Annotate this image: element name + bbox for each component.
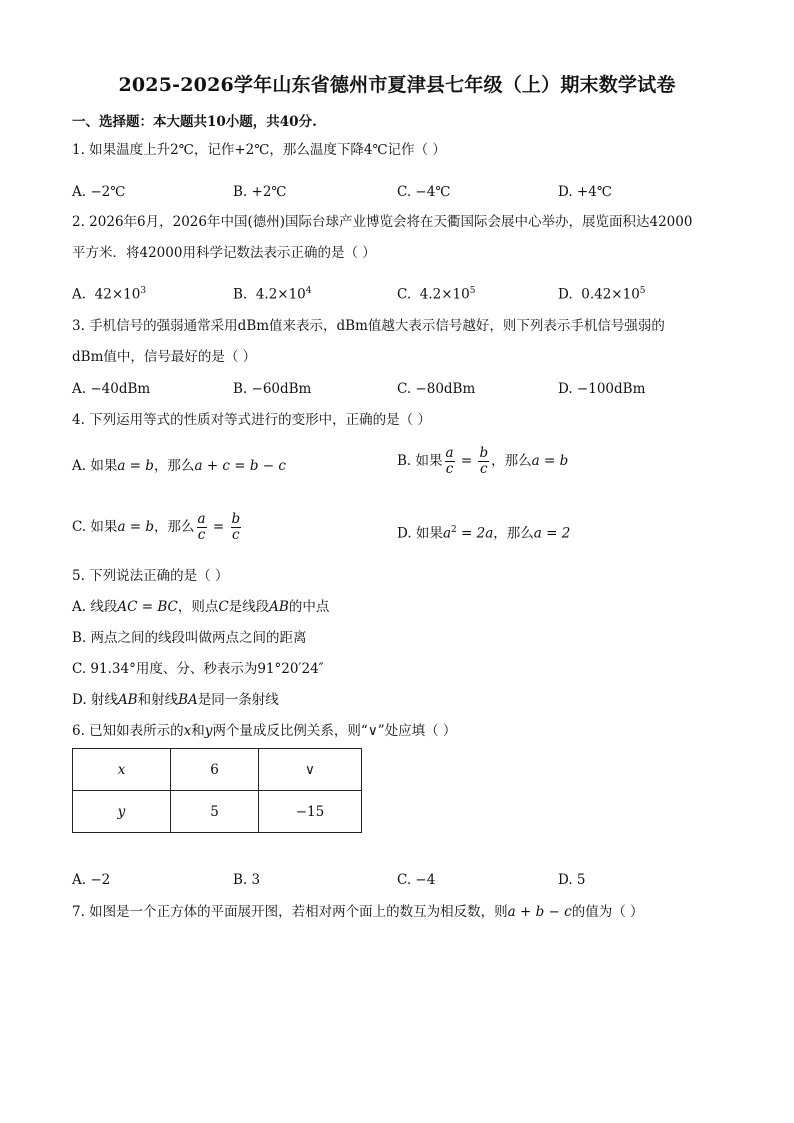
table-cell: 5 [171,791,259,833]
q1-stem: 1. 如果温度上升2℃，记作+2℃，那么温度下降4℃记作（ ） [72,142,446,158]
q6-option-a: A. −2 [72,872,111,888]
q6-option-d: D. 5 [558,872,586,888]
q2-line2: 平方米．将42000用科学记数法表示正确的是（ ） [72,245,376,261]
fraction: $\frac{a}{c}$ [445,445,454,477]
q2-option-c: C. $4.2\times 10^5$ [397,286,476,303]
table-cell: x [73,749,171,791]
q4-option-d: D. 如果$a^2 = 2a$，那么a = 2 [397,525,571,542]
fraction: $\frac{b}{c}$ [231,511,241,543]
q6-stem: 6. 已知如表所示的x和y两个量成反比例关系，则“∨”处应填（ ） [72,723,457,739]
q3-line2: dBm值中，信号最好的是（ ） [72,349,257,365]
q3-option-a: A. −40dBm [72,381,151,397]
fraction: $\frac{b}{c}$ [479,445,489,477]
q5-stem: 5. 下列说法正确的是（ ） [72,568,229,584]
page-title: 2025-2026学年山东省德州市夏津县七年级（上）期末数学试卷 [118,74,676,96]
q2-option-a: A. $42\times 10^3$ [72,286,147,303]
table-cell: ∨ [259,749,362,791]
q4-option-b: B. 如果 $\frac{a}{c}$ = $\frac{b}{c}$ ，那么a = b [397,445,569,477]
table-row [73,749,362,791]
q6-table [72,748,362,833]
q4-option-c: C. 如果a = b，那么 $\frac{a}{c}$ = $\frac{b}{c}$ [72,511,241,543]
q4-option-a: A. 如果a = b，那么a + c = b − c [72,458,286,474]
section-heading: 一、选择题：本大题共10小题，共40分. [72,114,317,130]
q6-option-c: C. −4 [397,872,436,888]
table-cell: y [73,791,171,833]
table-cell: −15 [259,791,362,833]
q2-option-b: B. $4.2\times 10^4$ [233,286,312,303]
q1-option-b: B. +2℃ [233,184,287,200]
q7-stem: 7. 如图是一个正方体的平面展开图，若相对两个面上的数互为相反数，则a + b − c的值为（ ） [72,904,644,920]
q1-option-d: D. +4℃ [558,184,612,200]
table-cell: 6 [171,749,259,791]
q2-option-d: D. $0.42\times 10^5$ [558,286,646,303]
q4-stem: 4. 下列运用等式的性质对等式进行的变形中，正确的是（ ） [72,412,431,428]
q2-line1: 2. 2026年6月，2026年中国(德州)国际台球产业博览会将在天衢国际会展中心举办，展览面积达42000 [72,214,693,230]
q1-option-a: A. −2℃ [72,184,126,200]
q3-option-b: B. −60dBm [233,381,312,397]
q5-option-a: A. 线段AC = BC，则点C是线段AB的中点 [72,599,330,615]
fraction: $\frac{a}{c}$ [197,511,206,543]
q3-option-d: D. −100dBm [558,381,646,397]
q3-line1: 3. 手机信号的强弱通常采用dBm值来表示，dBm值越大表示信号越好，则下列表示手机信号强弱的 [72,318,665,334]
q1-option-c: C. −4℃ [397,184,451,200]
q5-option-c: C. 91.34°用度、分、秒表示为91°20′24″ [72,661,324,677]
q6-option-b: B. 3 [233,872,261,888]
q5-option-d: D. 射线AB和射线BA是同一条射线 [72,692,279,708]
q3-option-c: C. −80dBm [397,381,476,397]
q5-option-b: B. 两点之间的线段叫做两点之间的距离 [72,630,307,646]
table-row [73,791,362,833]
